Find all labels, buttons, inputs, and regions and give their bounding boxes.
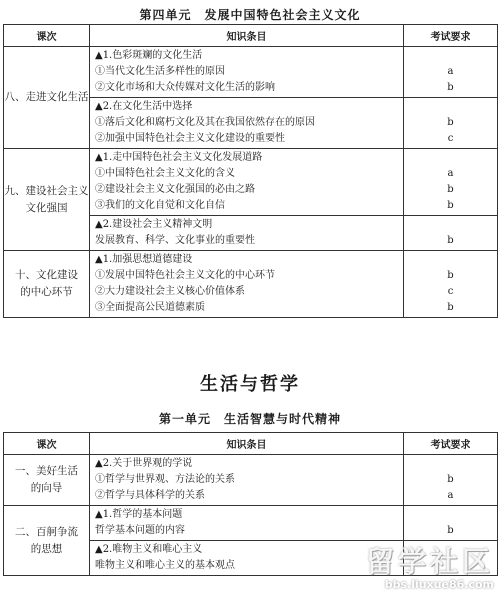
requirement-block: [404, 216, 498, 251]
knowledge-item: ③我们的文化自觉和文化自信: [95, 200, 225, 211]
knowledge-item: ①哲学与世界观、方法论的关系: [95, 474, 235, 485]
requirement-value: [404, 542, 497, 558]
table-row: [4, 149, 498, 216]
requirement-value: b: [447, 117, 454, 128]
knowledge-block: [90, 98, 404, 149]
knowledge-item: ①发展中国特色社会主义文化的中心环节: [95, 270, 275, 281]
knowledge-item: ▲1.哲学的基本问题: [95, 509, 183, 520]
lesson-name: [4, 506, 90, 576]
requirement-value: b: [447, 474, 454, 485]
unit4-title: 第四单元 发展中国特色社会主义文化: [139, 8, 361, 22]
requirement-block: [404, 541, 498, 576]
lesson-name-line: 九、建设社会主义: [4, 184, 89, 197]
requirement-value: [404, 507, 497, 523]
knowledge-item: ①中国特色社会主义文化的含义: [95, 168, 235, 179]
knowledge-block: [90, 47, 404, 98]
lesson-name: [4, 47, 90, 149]
knowledge-item: ▲2.在文化生活中选择: [95, 101, 193, 112]
knowledge-item: ▲1.走中国特色社会主义文化发展道路: [95, 152, 263, 163]
watermark-url: bbs.liuxue86.com: [384, 578, 494, 591]
knowledge-item: ▲2.建设社会主义精神文明: [95, 219, 213, 230]
table-row: [4, 47, 498, 98]
table-header-row: [4, 433, 498, 455]
unit4-table: [3, 24, 498, 318]
table-row: [4, 506, 498, 541]
knowledge-item: 哲学基本问题的内容: [95, 525, 185, 536]
lesson-name-line: 八、走进文化生活: [4, 91, 89, 103]
requirement-value: b: [447, 270, 454, 281]
table-row: [4, 251, 498, 318]
knowledge-item: 发展教育、科学、文化事业的重要性: [95, 235, 255, 246]
knowledge-item: ▲1.色彩斑斓的文化生活: [95, 50, 203, 61]
col-header-knowledge: 知识条目: [90, 433, 404, 455]
lesson-name-line: 二、百舸争流: [15, 525, 78, 538]
watermark-logo: 留学社区: [365, 545, 494, 578]
knowledge-item: ②文化市场和大众传媒对文化生活的影响: [95, 82, 275, 93]
requirement-value: [404, 558, 497, 574]
knowledge-block: [90, 216, 404, 251]
table-header-row: [4, 25, 498, 47]
lesson-name: [4, 251, 90, 318]
col-header-requirement: 考试要求: [404, 433, 498, 455]
knowledge-block: [90, 506, 404, 541]
knowledge-item: ②大力建设社会主义核心价值体系: [95, 286, 245, 297]
lesson-name-line: 的中心环节: [20, 286, 73, 298]
requirement-value: b: [447, 200, 454, 211]
table-row: [4, 455, 498, 506]
requirement-value: b: [447, 525, 454, 536]
knowledge-item: ▲2.唯物主义和唯心主义: [95, 544, 203, 555]
requirement-block: [404, 149, 498, 216]
unit1-table: [3, 432, 498, 576]
requirement-block: [404, 506, 498, 541]
knowledge-item: ①落后文化和腐朽文化及其在我国依然存在的原因: [95, 117, 315, 128]
col-header-knowledge: 知识条目: [90, 25, 404, 47]
requirement-value: [404, 99, 497, 115]
knowledge-item: ▲2.关于世界观的学说: [95, 458, 193, 469]
knowledge-block: [90, 149, 404, 216]
requirement-value: b: [447, 184, 454, 195]
knowledge-item: ③全面提高公民道德素质: [95, 302, 205, 313]
requirement-value: c: [447, 133, 454, 144]
lesson-name: [4, 455, 90, 506]
book-title: 生活与哲学: [200, 374, 300, 395]
col-header-lesson: 课次: [4, 433, 90, 455]
requirement-value: [404, 217, 497, 233]
knowledge-item: ②哲学与具体科学的关系: [95, 490, 205, 501]
knowledge-block: [90, 455, 404, 506]
requirement-value: [404, 48, 497, 64]
unit1-title: 第一单元 生活智慧与时代精神: [158, 412, 341, 426]
requirement-value: b: [447, 302, 454, 313]
requirement-block: [404, 455, 498, 506]
knowledge-block: [90, 251, 404, 318]
knowledge-item: ▲1.加强思想道德建设: [95, 254, 193, 265]
requirement-block: [404, 47, 498, 98]
requirement-value: [404, 150, 497, 166]
requirement-value: b: [447, 82, 454, 93]
requirement-value: a: [447, 66, 454, 77]
knowledge-block: [90, 541, 404, 576]
knowledge-item: 唯物主义和唯心主义的基本观点: [95, 560, 235, 571]
requirement-value: a: [447, 490, 454, 501]
requirement-value: a: [447, 168, 454, 179]
knowledge-item: ②加强中国特色社会主义文化建设的重要性: [95, 133, 285, 144]
requirement-value: [404, 456, 497, 472]
lesson-name-line: 十、文化建设: [15, 269, 78, 281]
knowledge-item: ①当代文化生活多样性的原因: [95, 66, 225, 77]
lesson-name-line: 文化强国: [25, 201, 68, 214]
requirement-value: c: [447, 286, 454, 297]
requirement-block: [404, 251, 498, 318]
col-header-lesson: 课次: [4, 25, 90, 47]
knowledge-item: ②建设社会主义文化强国的必由之路: [95, 184, 255, 195]
col-header-requirement: 考试要求: [404, 25, 498, 47]
requirement-value: b: [447, 235, 454, 246]
lesson-name: [4, 149, 90, 251]
requirement-value: [404, 252, 497, 268]
lesson-name-line: 一、美好生活: [15, 465, 78, 477]
lesson-name-line: 的向导: [30, 482, 63, 494]
lesson-name-line: 的思想: [30, 542, 63, 555]
requirement-block: [404, 98, 498, 149]
